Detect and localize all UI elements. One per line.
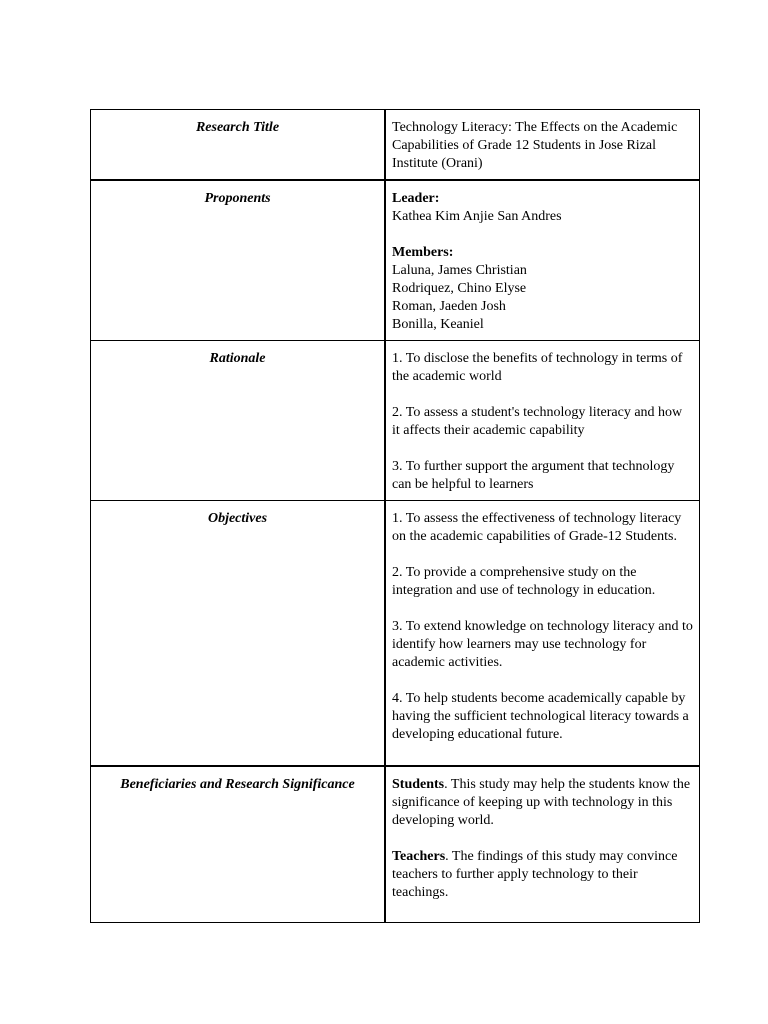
members-block: [392, 244, 693, 334]
beneficiary-term: Teachers: [392, 849, 446, 864]
research-proposal-table: [90, 109, 700, 923]
member-name: Laluna, James Christian: [392, 263, 527, 278]
objective-item: 2. To provide a comprehensive study on the integration and use of technology in education.: [392, 565, 656, 598]
beneficiary-text: . This study may help the students know the significance of keeping up with technology in this developing world.: [392, 777, 691, 828]
objective-item: 1. To assess the effectiveness of technology literacy on the academic capabilities of Grade-12 Students.: [392, 511, 682, 544]
rationale-item: 1. To disclose the benefits of technology in terms of the academic world: [392, 351, 683, 384]
beneficiaries-label: Beneficiaries and Research Significance: [91, 766, 386, 923]
table-row: [91, 766, 700, 923]
table-row: [91, 110, 700, 181]
research-title-label: Research Title: [91, 110, 386, 181]
beneficiaries-value: [385, 766, 700, 923]
rationale-item: 2. To assess a student's technology literacy and how it affects their academic capability: [392, 405, 683, 438]
table-row: [91, 341, 700, 501]
beneficiary-text: . The findings of this study may convince teachers to further apply technology to their teachings.: [392, 849, 678, 900]
beneficiary-item: [392, 848, 693, 902]
rationale-label: Rationale: [91, 341, 386, 501]
leader-heading: Leader:: [392, 191, 440, 206]
proponents-value: [385, 180, 700, 341]
member-name: Rodriquez, Chino Elyse: [392, 281, 527, 296]
objectives-value: [385, 501, 700, 767]
leader-block: [392, 190, 693, 226]
objective-item: 4. To help students become academically capable by having the sufficient technological literacy towards a developing educational future.: [392, 691, 689, 742]
objectives-label: Objectives: [91, 501, 386, 767]
table-row: [91, 180, 700, 341]
table-row: [91, 501, 700, 767]
rationale-item: 3. To further support the argument that technology can be helpful to learners: [392, 459, 675, 492]
member-name: Bonilla, Keaniel: [392, 317, 484, 332]
objective-item: 3. To extend knowledge on technology literacy and to identify how learners may use technology for academic activities.: [392, 619, 693, 670]
beneficiary-term: Students: [392, 777, 445, 792]
research-title-value: Technology Literacy: The Effects on the Academic Capabilities of Grade 12 Students in Jose Rizal Institute (Orani): [385, 110, 700, 181]
beneficiary-item: [392, 776, 693, 830]
leader-name: Kathea Kim Anjie San Andres: [392, 209, 562, 224]
proponents-label: Proponents: [91, 180, 386, 341]
rationale-value: [385, 341, 700, 501]
member-name: Roman, Jaeden Josh: [392, 299, 506, 314]
members-heading: Members:: [392, 245, 454, 260]
